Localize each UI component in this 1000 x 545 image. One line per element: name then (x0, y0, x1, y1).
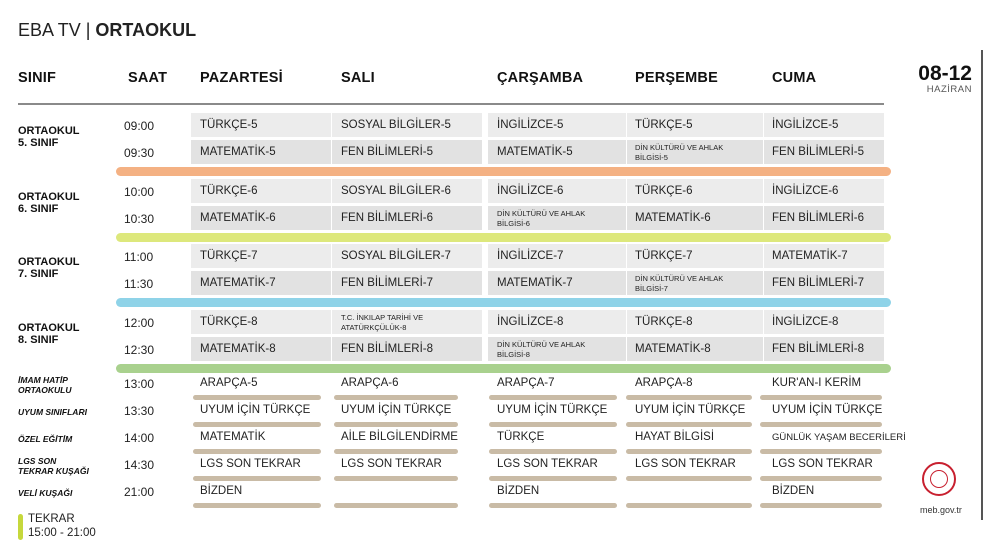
special-cell: HAYAT BİLGİSİ (635, 431, 715, 443)
header-wednesday: ÇARŞAMBA (497, 70, 584, 86)
time-slot: 11:30 (124, 277, 154, 291)
special-underline (760, 422, 882, 427)
schedule-cell: DİN KÜLTÜRÜ VE AHLAK BİLGİSİ-8 (497, 340, 586, 359)
special-underline (489, 476, 617, 481)
grade-label-line2: 7. SINIF (18, 268, 59, 280)
special-cell: KUR'AN-I KERİM (772, 377, 862, 389)
special-label-line1: İMAM HATİP (18, 375, 68, 385)
special-underline (760, 476, 882, 481)
repeat-legend-time: 15:00 - 21:00 (28, 527, 96, 539)
special-cell: UYUM İÇİN TÜRKÇE (341, 404, 452, 416)
schedule-cell: FEN BİLİMLERİ-7 (772, 277, 865, 289)
time-slot: 13:30 (124, 404, 155, 418)
schedule-cell: FEN BİLİMLERİ-8 (341, 343, 434, 355)
schedule-cell: TÜRKÇE-7 (200, 250, 258, 262)
special-underline (334, 422, 458, 427)
special-cell: UYUM İÇİN TÜRKÇE (772, 404, 883, 416)
time-slot: 12:30 (124, 343, 155, 357)
schedule-cell: TÜRKÇE-8 (200, 316, 258, 328)
special-underline (489, 422, 617, 427)
header-tuesday: SALI (341, 70, 375, 86)
grade-label-line1: ORTAOKUL (18, 191, 80, 203)
special-label (18, 488, 72, 498)
schedule-cell: DİN KÜLTÜRÜ VE AHLAK BİLGİSİ-6 (497, 209, 586, 228)
special-label (18, 375, 72, 395)
grade-label-line2: 8. SINIF (18, 334, 59, 346)
schedule-cell: TÜRKÇE-7 (635, 250, 693, 262)
special-underline (489, 449, 617, 454)
special-cell: BİZDEN (497, 485, 540, 497)
special-cell: UYUM İÇİN TÜRKÇE (200, 404, 311, 416)
special-label-line2: TEKRAR KUŞAĞI (18, 466, 89, 476)
grade-label-line2: 6. SINIF (18, 203, 59, 215)
time-slot: 09:30 (124, 146, 155, 160)
schedule-cell: FEN BİLİMLERİ-8 (772, 343, 865, 355)
schedule-cell: DİN KÜLTÜRÜ VE AHLAK BİLGİSİ-5 (635, 143, 724, 162)
special-cell: TÜRKÇE (497, 431, 545, 443)
special-cell: MATEMATİK (200, 431, 266, 443)
time-slot: 11:00 (124, 250, 154, 264)
header-class: SINIF (18, 70, 57, 86)
grade-label-line1: ORTAOKUL (18, 322, 80, 334)
meb-url: meb.gov.tr (920, 505, 962, 515)
special-cell: LGS SON TEKRAR (497, 458, 598, 470)
special-cell: ARAPÇA-6 (341, 377, 399, 389)
special-underline (334, 476, 458, 481)
special-cell: LGS SON TEKRAR (341, 458, 442, 470)
date-range: 08-12 (918, 62, 972, 85)
repeat-legend-swatch (18, 514, 23, 540)
special-underline (489, 503, 617, 508)
title-section: ORTAOKUL (95, 20, 197, 40)
time-slot: 21:00 (124, 485, 155, 499)
page-title (18, 20, 196, 41)
special-underline (193, 395, 321, 400)
special-underline (334, 503, 458, 508)
grade-label-line1: ORTAOKUL (18, 125, 80, 137)
grade-separator-band (116, 364, 891, 373)
schedule-cell: T.C. İNKILAP TARİHİ VE ATATÜRKÇÜLÜK-8 (341, 313, 424, 332)
special-label (18, 456, 89, 476)
schedule-cell: İNGİLİZCE-5 (497, 119, 564, 131)
schedule-cell: FEN BİLİMLERİ-5 (341, 146, 434, 158)
schedule-cell: DİN KÜLTÜRÜ VE AHLAK BİLGİSİ-7 (635, 274, 724, 293)
schedule-cell: İNGİLİZCE-6 (772, 185, 839, 197)
schedule-cell: İNGİLİZCE-8 (772, 316, 839, 328)
special-cell: UYUM İÇİN TÜRKÇE (635, 404, 746, 416)
special-underline (626, 503, 752, 508)
schedule-cell: FEN BİLİMLERİ-6 (341, 212, 434, 224)
special-underline (760, 449, 882, 454)
grade-label (18, 256, 80, 280)
special-cell: ARAPÇA-5 (200, 377, 258, 389)
schedule-cell: İNGİLİZCE-7 (497, 250, 564, 262)
time-slot: 10:30 (124, 212, 155, 226)
date-month: HAZİRAN (926, 84, 972, 95)
schedule-cell: SOSYAL BİLGİLER-5 (341, 119, 451, 131)
grade-label-line1: ORTAOKUL (18, 256, 80, 268)
header-friday: CUMA (772, 70, 817, 86)
schedule-cell: TÜRKÇE-8 (635, 316, 693, 328)
special-cell: ARAPÇA-7 (497, 377, 555, 389)
schedule-cell: FEN BİLİMLERİ-5 (772, 146, 865, 158)
grade-label (18, 125, 80, 149)
special-cell: ARAPÇA-8 (635, 377, 693, 389)
time-slot: 09:00 (124, 119, 155, 133)
schedule-cell: İNGİLİZCE-8 (497, 316, 564, 328)
meb-seal-icon (922, 462, 956, 496)
special-underline (334, 449, 458, 454)
special-underline (193, 422, 321, 427)
time-slot: 14:30 (124, 458, 155, 472)
special-cell: AİLE BİLGİLENDİRME (341, 431, 458, 443)
schedule-cell: MATEMATİK-5 (497, 146, 573, 158)
header-monday: PAZARTESİ (200, 70, 283, 86)
grade-separator-band (116, 167, 891, 176)
special-cell: GÜNLÜK YAŞAM BECERİLERİ (772, 432, 906, 443)
special-underline (489, 395, 617, 400)
schedule-cell: SOSYAL BİLGİLER-6 (341, 185, 451, 197)
time-slot: 13:00 (124, 377, 155, 391)
schedule-cell: FEN BİLİMLERİ-7 (341, 277, 434, 289)
time-slot: 14:00 (124, 431, 155, 445)
schedule-cell: TÜRKÇE-6 (200, 185, 258, 197)
special-underline (760, 503, 882, 508)
time-slot: 12:00 (124, 316, 155, 330)
special-underline (193, 449, 321, 454)
special-label-line1: LGS SON (18, 456, 57, 466)
schedule-cell: İNGİLİZCE-6 (497, 185, 564, 197)
special-underline (193, 503, 321, 508)
schedule-cell: TÜRKÇE-5 (635, 119, 693, 131)
header-time: SAAT (128, 70, 168, 86)
title-separator: | (85, 20, 91, 40)
special-label-line2: ORTAOKULU (18, 385, 72, 395)
special-cell: LGS SON TEKRAR (200, 458, 301, 470)
special-underline (626, 422, 752, 427)
special-cell: BİZDEN (772, 485, 815, 497)
schedule-cell: MATEMATİK-7 (497, 277, 573, 289)
schedule-cell: MATEMATİK-6 (200, 212, 276, 224)
grade-label-line2: 5. SINIF (18, 137, 59, 149)
schedule-cell: MATEMATİK-6 (635, 212, 711, 224)
special-cell: BİZDEN (200, 485, 243, 497)
grade-separator-band (116, 298, 891, 307)
schedule-cell: İNGİLİZCE-5 (772, 119, 839, 131)
special-label-line1: UYUM SINIFLARI (18, 407, 87, 417)
right-divider (981, 50, 983, 520)
special-underline (334, 395, 458, 400)
grade-separator-band (116, 233, 891, 242)
special-label-line1: ÖZEL EĞİTİM (18, 434, 73, 444)
repeat-legend-label: TEKRAR (28, 513, 75, 525)
special-cell: UYUM İÇİN TÜRKÇE (497, 404, 608, 416)
time-slot: 10:00 (124, 185, 155, 199)
schedule-cell: TÜRKÇE-5 (200, 119, 258, 131)
schedule-cell: MATEMATİK-5 (200, 146, 276, 158)
schedule-cell: MATEMATİK-8 (200, 343, 276, 355)
grade-label (18, 191, 80, 215)
special-underline (626, 476, 752, 481)
special-cell: LGS SON TEKRAR (635, 458, 736, 470)
schedule-cell: FEN BİLİMLERİ-6 (772, 212, 865, 224)
title-brand: EBA TV (18, 20, 81, 40)
grade-label (18, 322, 80, 346)
special-cell: LGS SON TEKRAR (772, 458, 873, 470)
special-label-line1: VELİ KUŞAĞI (18, 488, 73, 498)
special-underline (193, 476, 321, 481)
schedule-cell: TÜRKÇE-6 (635, 185, 693, 197)
schedule-cell: MATEMATİK-7 (200, 277, 276, 289)
special-underline (626, 395, 752, 400)
schedule-cell: SOSYAL BİLGİLER-7 (341, 250, 451, 262)
schedule-cell: MATEMATİK-7 (772, 250, 848, 262)
header-thursday: PERŞEMBE (635, 70, 718, 86)
special-underline (760, 395, 882, 400)
special-underline (626, 449, 752, 454)
schedule-cell: MATEMATİK-8 (635, 343, 711, 355)
special-label (18, 434, 72, 444)
header-divider (18, 103, 884, 105)
special-label (18, 407, 87, 417)
